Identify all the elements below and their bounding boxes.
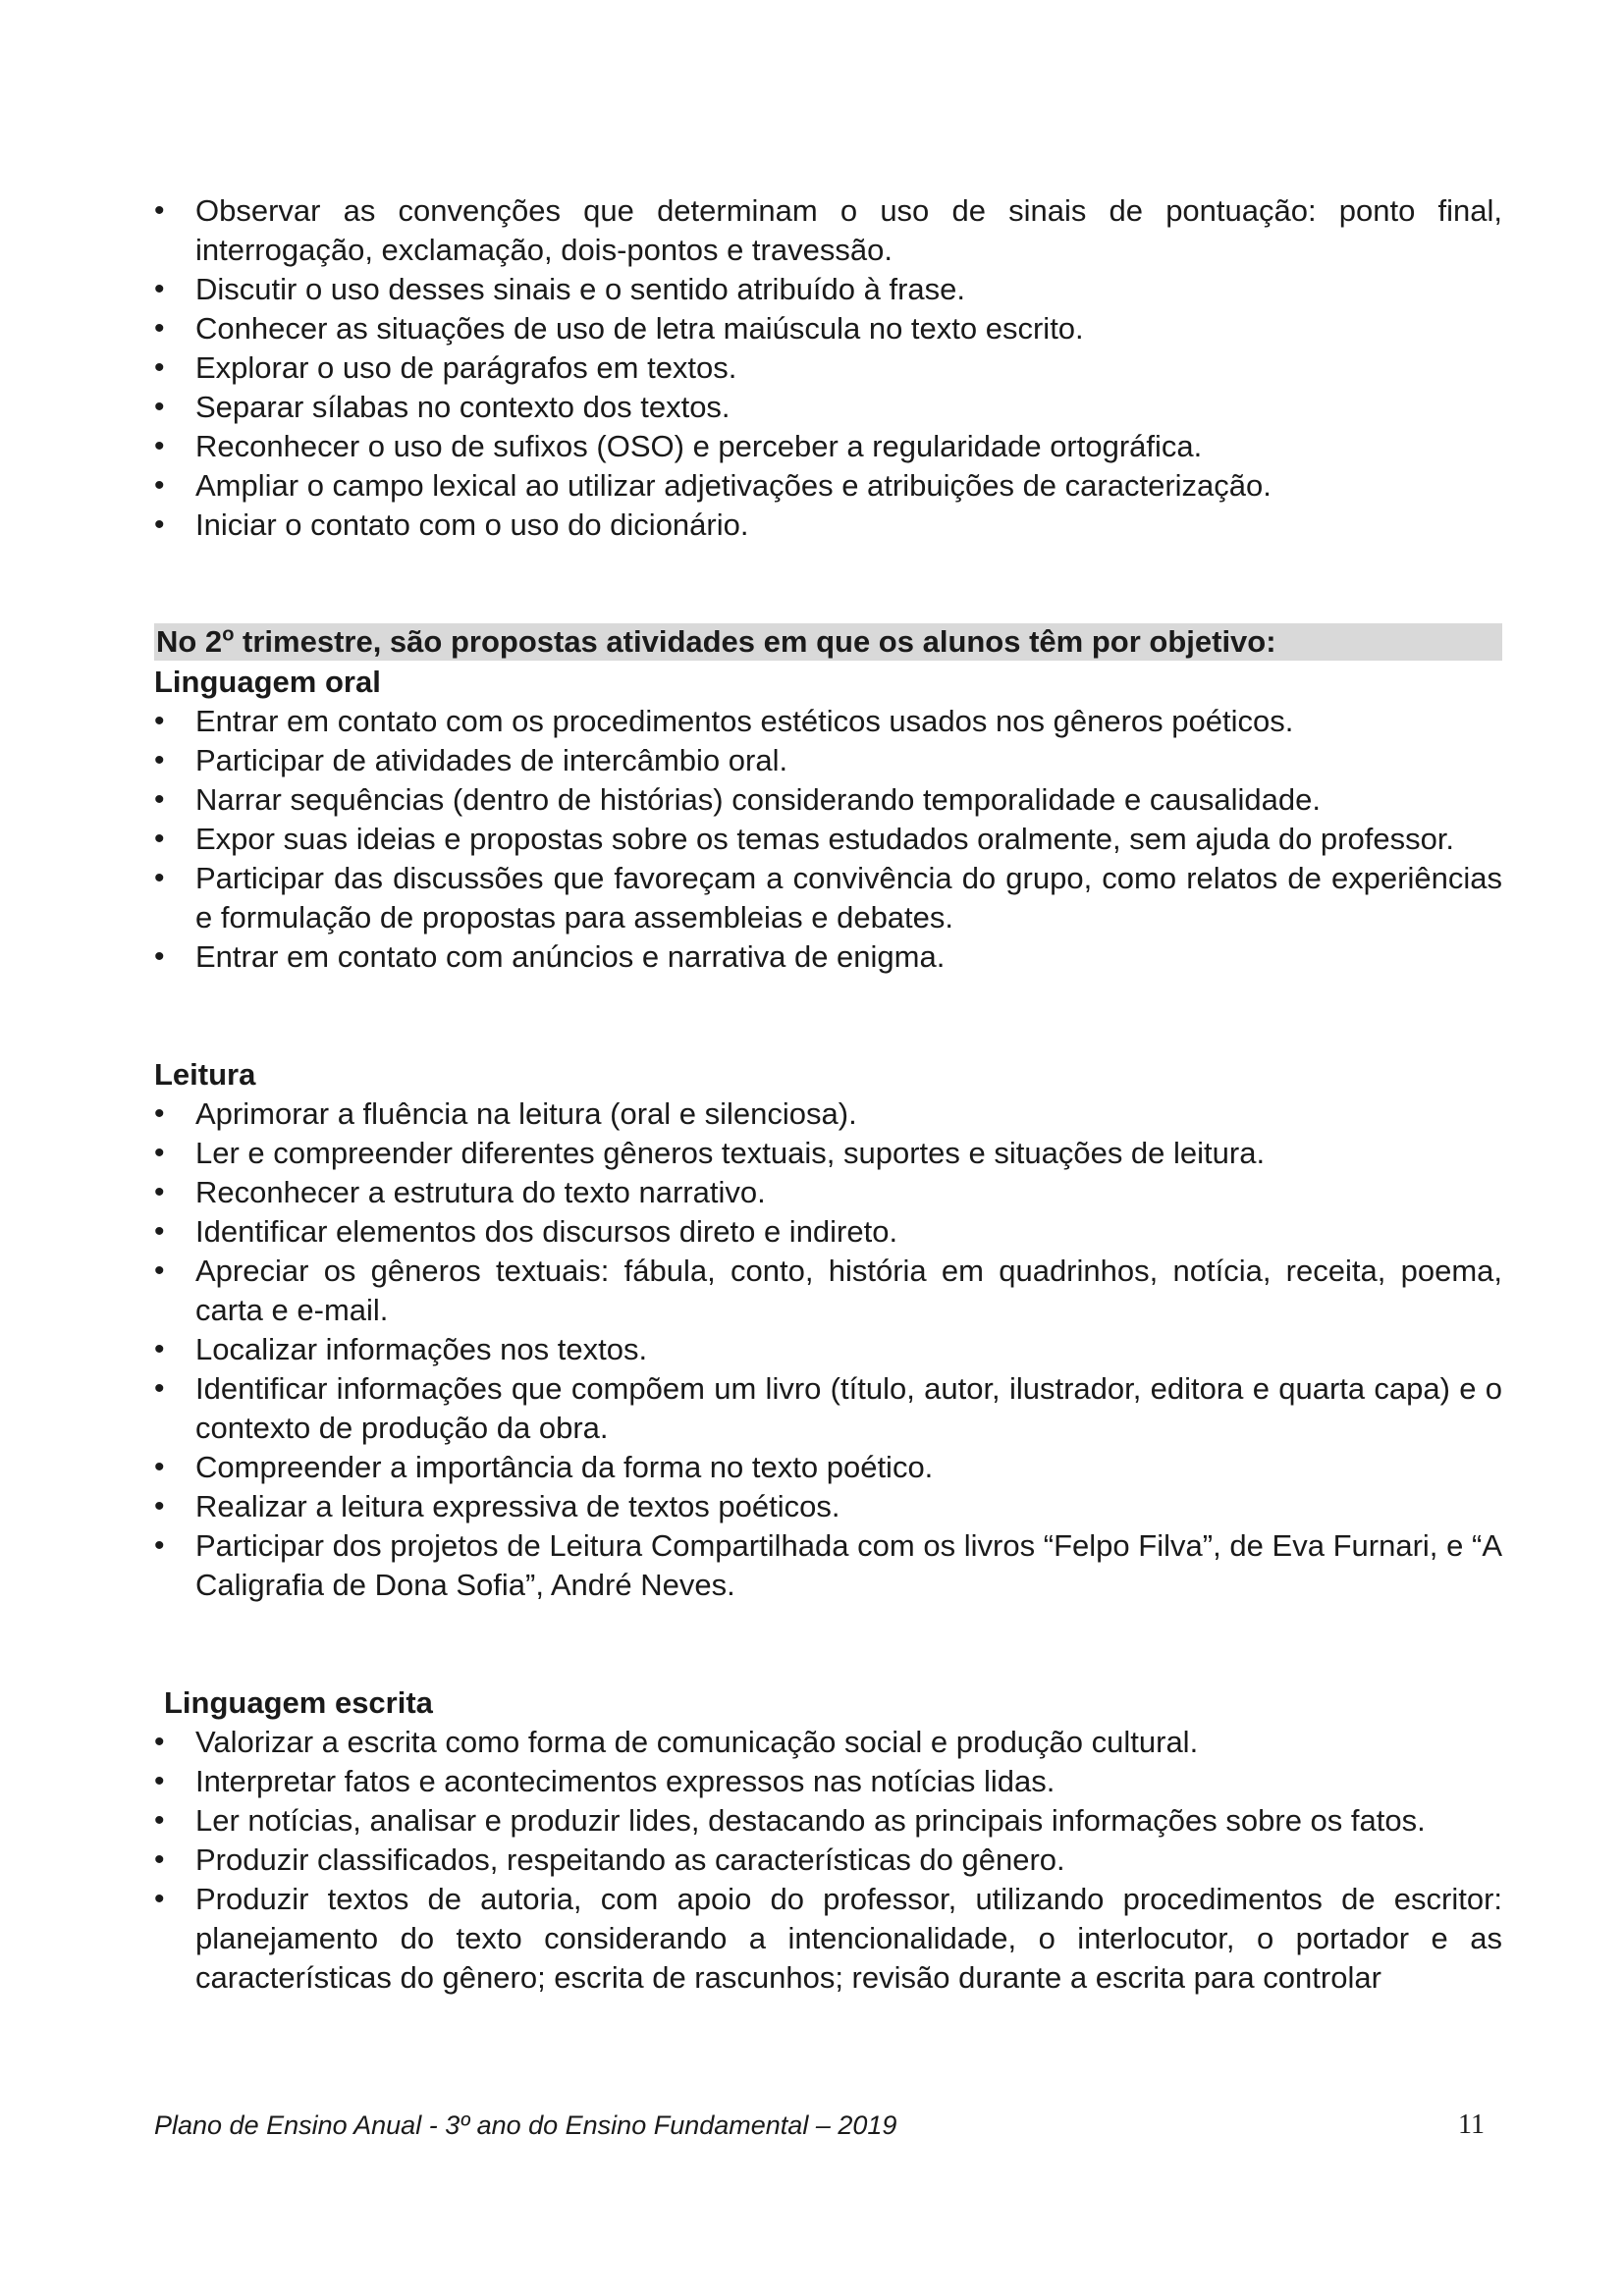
list-item: • Entrar em contato com anúncios e narrativa de enigma.	[154, 937, 1502, 977]
list-item: • Aprimorar a fluência na leitura (oral e silenciosa).	[154, 1095, 1502, 1134]
list-item: • Produzir textos de autoria, com apoio do professor, utilizando procedimentos de escritor: planejamento do texto considerando a intencionalidade, o interlocutor, o portador e as características do gênero; escrita de rascunhos; revisão durante a escrita para controlar	[154, 1880, 1502, 1998]
list-item: • Identificar elementos dos discursos direto e indireto.	[154, 1212, 1502, 1252]
page-number: 11	[1458, 2109, 1485, 2140]
spacer	[154, 977, 1502, 1055]
list-item: • Realizar a leitura expressiva de textos poéticos.	[154, 1487, 1502, 1526]
list-item: • Participar das discussões que favoreçam a convivência do grupo, como relatos de experiências e formulação de propostas para assembleias e debates.	[154, 859, 1502, 937]
list-item: • Produzir classificados, respeitando as características do gênero.	[154, 1841, 1502, 1880]
list-item: • Iniciar o contato com o uso do dicionário.	[154, 506, 1502, 545]
escrita-list	[154, 1723, 1502, 1998]
list-item: • Expor suas ideias e propostas sobre os temas estudados oralmente, sem ajuda do professor.	[154, 820, 1502, 859]
list-item: • Participar de atividades de intercâmbio oral.	[154, 741, 1502, 780]
list-item: • Reconhecer o uso de sufixos (OSO) e perceber a regularidade ortográfica.	[154, 427, 1502, 466]
list-item: • Ler notícias, analisar e produzir lides, destacando as principais informações sobre os fatos.	[154, 1801, 1502, 1841]
banner-suffix: trimestre, são propostas atividades em que os alunos têm por objetivo:	[234, 624, 1276, 659]
list-item: • Interpretar fatos e acontecimentos expressos nas notícias lidas.	[154, 1762, 1502, 1801]
list-item: • Observar as convenções que determinam o uso de sinais de pontuação: ponto final, interrogação, exclamação, dois-pontos e travessão.	[154, 191, 1502, 270]
page-content	[154, 191, 1502, 1998]
section-title-oral: Linguagem oral	[154, 665, 381, 699]
leitura-list	[154, 1095, 1502, 1605]
intro-list	[154, 191, 1502, 545]
list-item: • Compreender a importância da forma no texto poético.	[154, 1448, 1502, 1487]
oral-list	[154, 702, 1502, 977]
list-item: • Participar dos projetos de Leitura Compartilhada com os livros “Felpo Filva”, de Eva Furnari, e “A Caligrafia de Dona Sofia”, André Neves.	[154, 1526, 1502, 1605]
trimester-banner	[154, 623, 1502, 661]
list-item: • Apreciar os gêneros textuais: fábula, conto, história em quadrinhos, notícia, receita, poema, carta e e-mail.	[154, 1252, 1502, 1330]
section-title-leitura: Leitura	[154, 1057, 256, 1092]
list-item: • Separar sílabas no contexto dos textos.	[154, 388, 1502, 427]
list-item: • Explorar o uso de parágrafos em textos.	[154, 348, 1502, 388]
banner-ordinal: o	[222, 623, 235, 646]
section-title-escrita: Linguagem escrita	[164, 1685, 433, 1720]
list-item: • Entrar em contato com os procedimentos estéticos usados nos gêneros poéticos.	[154, 702, 1502, 741]
list-item: • Localizar informações nos textos.	[154, 1330, 1502, 1369]
spacer	[154, 1605, 1502, 1683]
list-item: • Narrar sequências (dentro de histórias) considerando temporalidade e causalidade.	[154, 780, 1502, 820]
list-item: • Ampliar o campo lexical ao utilizar adjetivações e atribuições de caracterização.	[154, 466, 1502, 506]
list-item: • Ler e compreender diferentes gêneros textuais, suportes e situações de leitura.	[154, 1134, 1502, 1173]
page-footer	[154, 2109, 1485, 2142]
list-item: • Identificar informações que compõem um livro (título, autor, ilustrador, editora e quarta capa) e o contexto de produção da obra.	[154, 1369, 1502, 1448]
footer-document-title: Plano de Ensino Anual - 3º ano do Ensino Fundamental – 2019	[154, 2110, 897, 2140]
banner-prefix: No 2	[156, 624, 223, 659]
list-item: • Reconhecer a estrutura do texto narrativo.	[154, 1173, 1502, 1212]
list-item: • Valorizar a escrita como forma de comunicação social e produção cultural.	[154, 1723, 1502, 1762]
list-item: • Conhecer as situações de uso de letra maiúscula no texto escrito.	[154, 309, 1502, 348]
list-item: • Discutir o uso desses sinais e o sentido atribuído à frase.	[154, 270, 1502, 309]
